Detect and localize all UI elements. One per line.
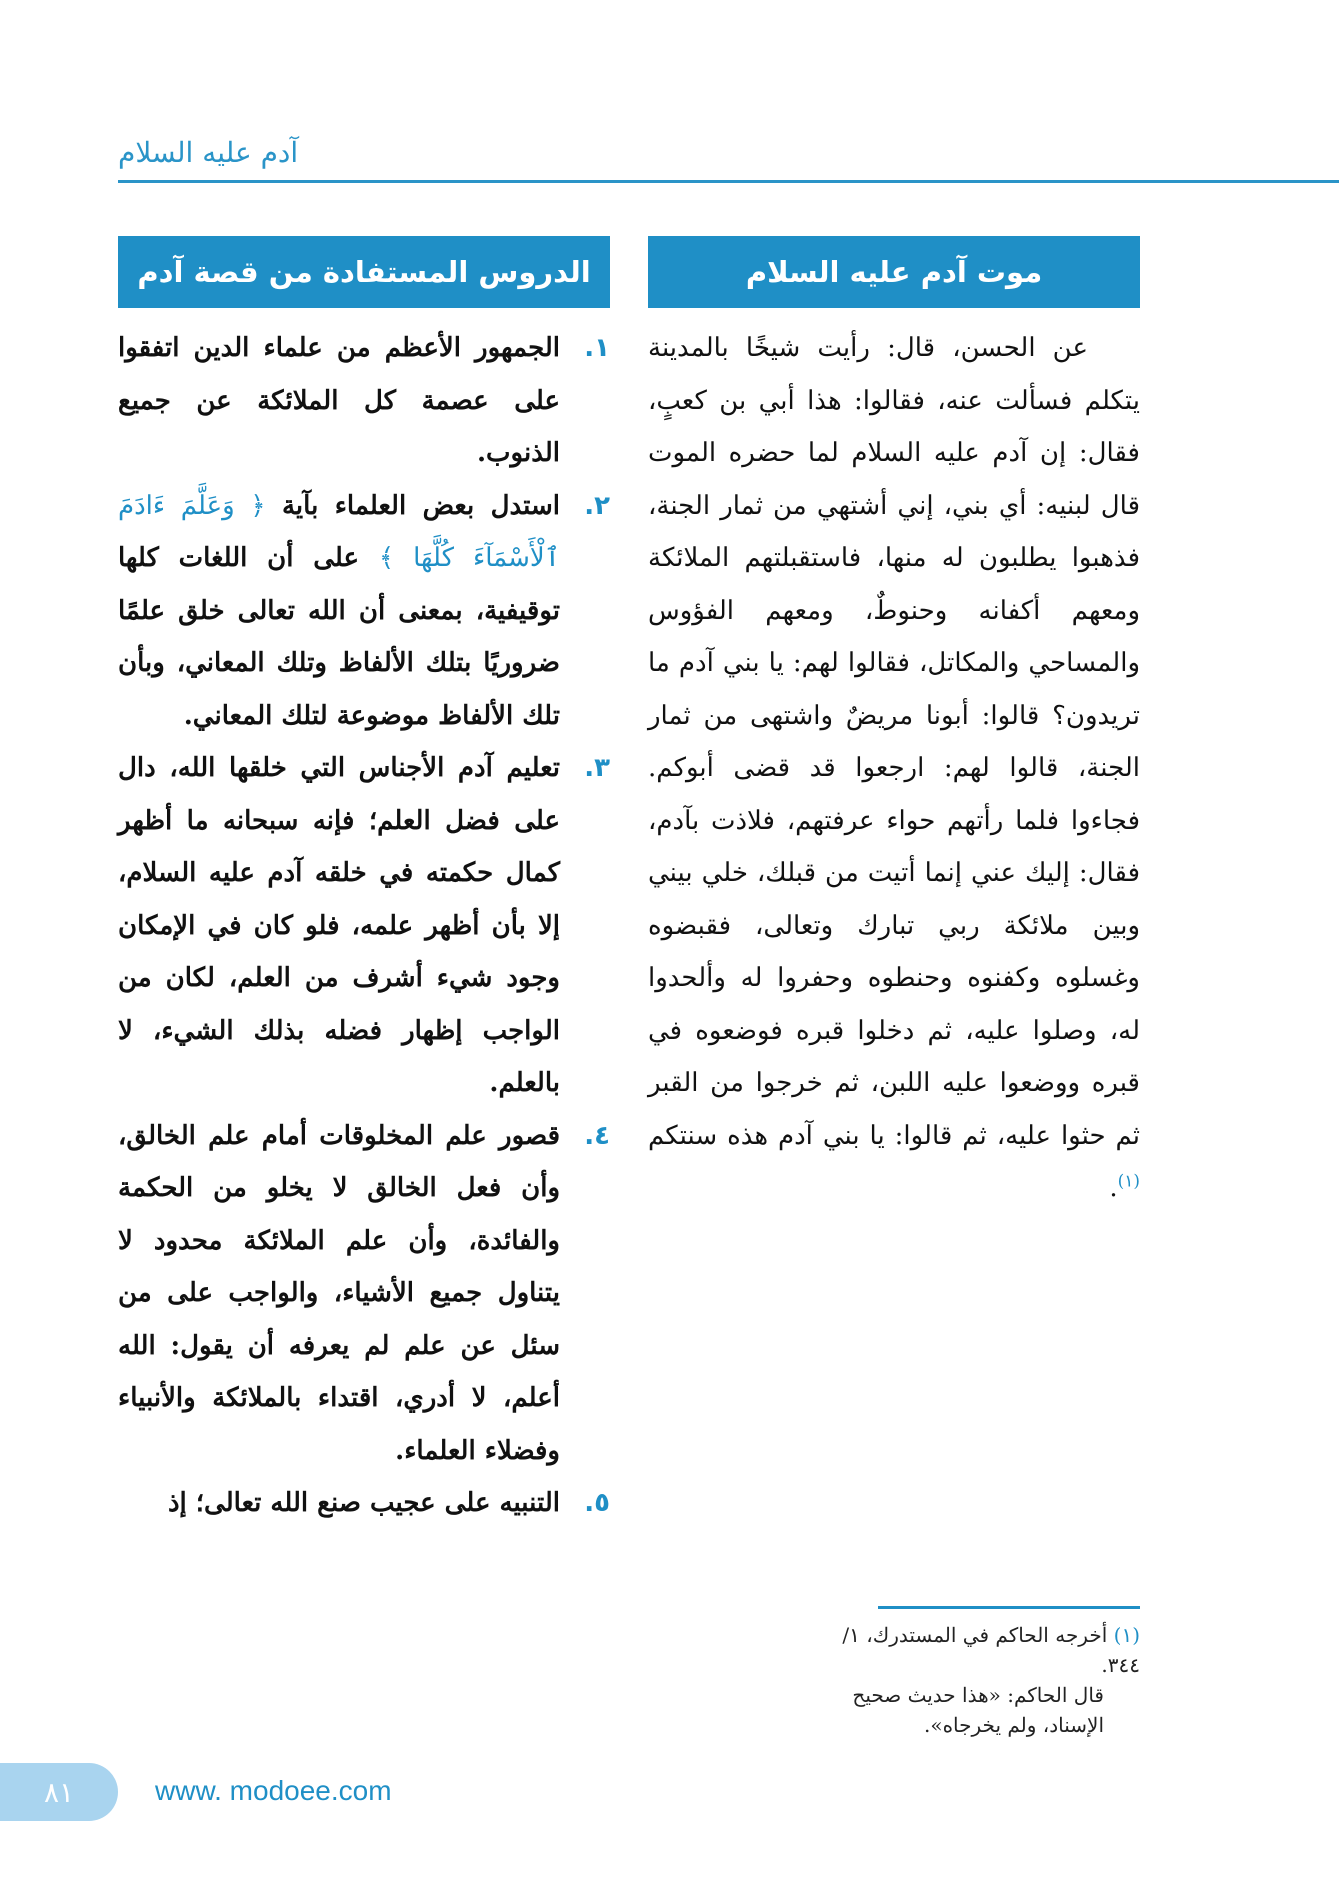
lesson-item	[118, 742, 610, 1110]
right-column	[648, 236, 1140, 1241]
running-title: آدم عليه السلام	[118, 136, 299, 169]
footnote-line-1	[820, 1620, 1140, 1680]
lesson-text	[118, 480, 560, 743]
quran-verse: ﴿ وَعَلَّمَ ءَادَمَ ٱلْأَسْمَآءَ كُلَّهَا ﴾	[118, 490, 560, 573]
lesson-text: قصور علم المخلوقات أمام علم الخالق، وأن فعل الخالق لا يخلو من الحكمة والفائدة، وأن علم الملائكة محدود لا يتناول جميع الأشياء، والواجب على من سئل عن علم لم يعرفه أن يقول: الله أعلم، لا أدري، اقتداء بالملائكة والأنبياء وفضلاء العلماء.	[118, 1120, 560, 1466]
website-link[interactable]: www. modoee.com	[155, 1775, 392, 1806]
footnote-rule	[878, 1606, 1140, 1609]
lesson-item	[118, 1477, 610, 1530]
section-heading-lessons: الدروس المستفادة من قصة آدم	[118, 236, 610, 308]
lesson-number: ١.	[584, 333, 610, 363]
lesson-number: ٣.	[584, 753, 610, 783]
lesson-text-before-verse: استدل بعض العلماء بآية	[281, 490, 560, 521]
lesson-item	[118, 322, 610, 480]
lesson-text: تعليم آدم الأجناس التي خلقها الله، دال على فضل العلم؛ فإنه سبحانه ما أظهر كمال حكمته في خلقه آدم عليه السلام، إلا بأن أظهر علمه، فلو كان في الإمكان وجود شيء أشرف من العلم، لكان من الواجب إظهار فضله بذلك الشيء، لا بالعلم.	[118, 753, 560, 1098]
story-paragraph	[648, 322, 1140, 1215]
footnote-line-2: قال الحاكم: «هذا حديث صحيح الإسناد، ولم يخرجاه».	[852, 1683, 1104, 1737]
page-number: ٨١	[0, 1763, 118, 1821]
lesson-number: ٢.	[584, 490, 610, 521]
story-end-period: .	[1109, 1173, 1118, 1203]
footnote-text-1: أخرجه الحاكم في المستدرك، ١/ ٣٤٤.	[842, 1623, 1140, 1677]
story-text: عن الحسن، قال: رأيت شيخًا بالمدينة يتكلم فسألت عنه، فقالوا: هذا أبي بن كعبٍ، فقال: إن آدم عليه السلام لما حضره الموت قال لبنيه: أي بني، إني أشتهي من ثمار الجنة، فذهبوا يطلبون له منها، فاستقبلتهم الملائكة ومعهم أكفانه وحنوطٌ، ومعهم الفؤوس والمساحي والمكاتل، فقالوا لهم: يا بني آدم ما تريدون؟ قالوا: أبونا مريضٌ واشتهى من ثمار الجنة، قالوا لهم: ارجعوا قد قضى أبوكم. فجاءوا فلما رأتهم حواء عرفتهم، فلاذت بآدم، فقال: إليك عني إنما أتيت من قبلك، خلي بيني وبين ملائكة ربي تبارك وتعالى، فقبضوه وغسلوه وكفنوه وحنطوه وحفروا له وألحدوا له، وصلوا عليه، ثم دخلوا قبره فوضعوه في قبره ووضعوا عليه اللبن، ثم خرجوا من القبر ثم حثوا عليه، ثم قالوا: يا بني آدم هذه سنتكم	[648, 333, 1140, 1151]
lesson-number: ٥.	[584, 1488, 610, 1518]
section-heading-death-of-adam: موت آدم عليه السلام	[648, 236, 1140, 308]
footnote	[820, 1620, 1140, 1740]
footnote-number: (١)	[1113, 1623, 1140, 1647]
header-rule	[118, 180, 1339, 183]
footnote-reference[interactable]: (١)	[1117, 1171, 1140, 1192]
lesson-number: ٤.	[584, 1120, 610, 1151]
left-column	[118, 236, 610, 1530]
lesson-text-after-verse: على أن اللغات كلها توقيفية، بمعنى أن الله تعالى خلق علمًا ضروريًا بتلك الألفاظ وتلك المعاني، وبأن تلك الألفاظ موضوعة لتلك المعاني.	[118, 543, 560, 731]
lesson-text: التنبيه على عجيب صنع الله تعالى؛ إذ	[167, 1488, 560, 1518]
lesson-item	[118, 1110, 610, 1478]
lessons-list	[118, 322, 610, 1530]
lesson-item	[118, 480, 610, 743]
lesson-text: الجمهور الأعظم من علماء الدين اتفقوا على عصمة كل الملائكة عن جميع الذنوب.	[118, 333, 560, 468]
